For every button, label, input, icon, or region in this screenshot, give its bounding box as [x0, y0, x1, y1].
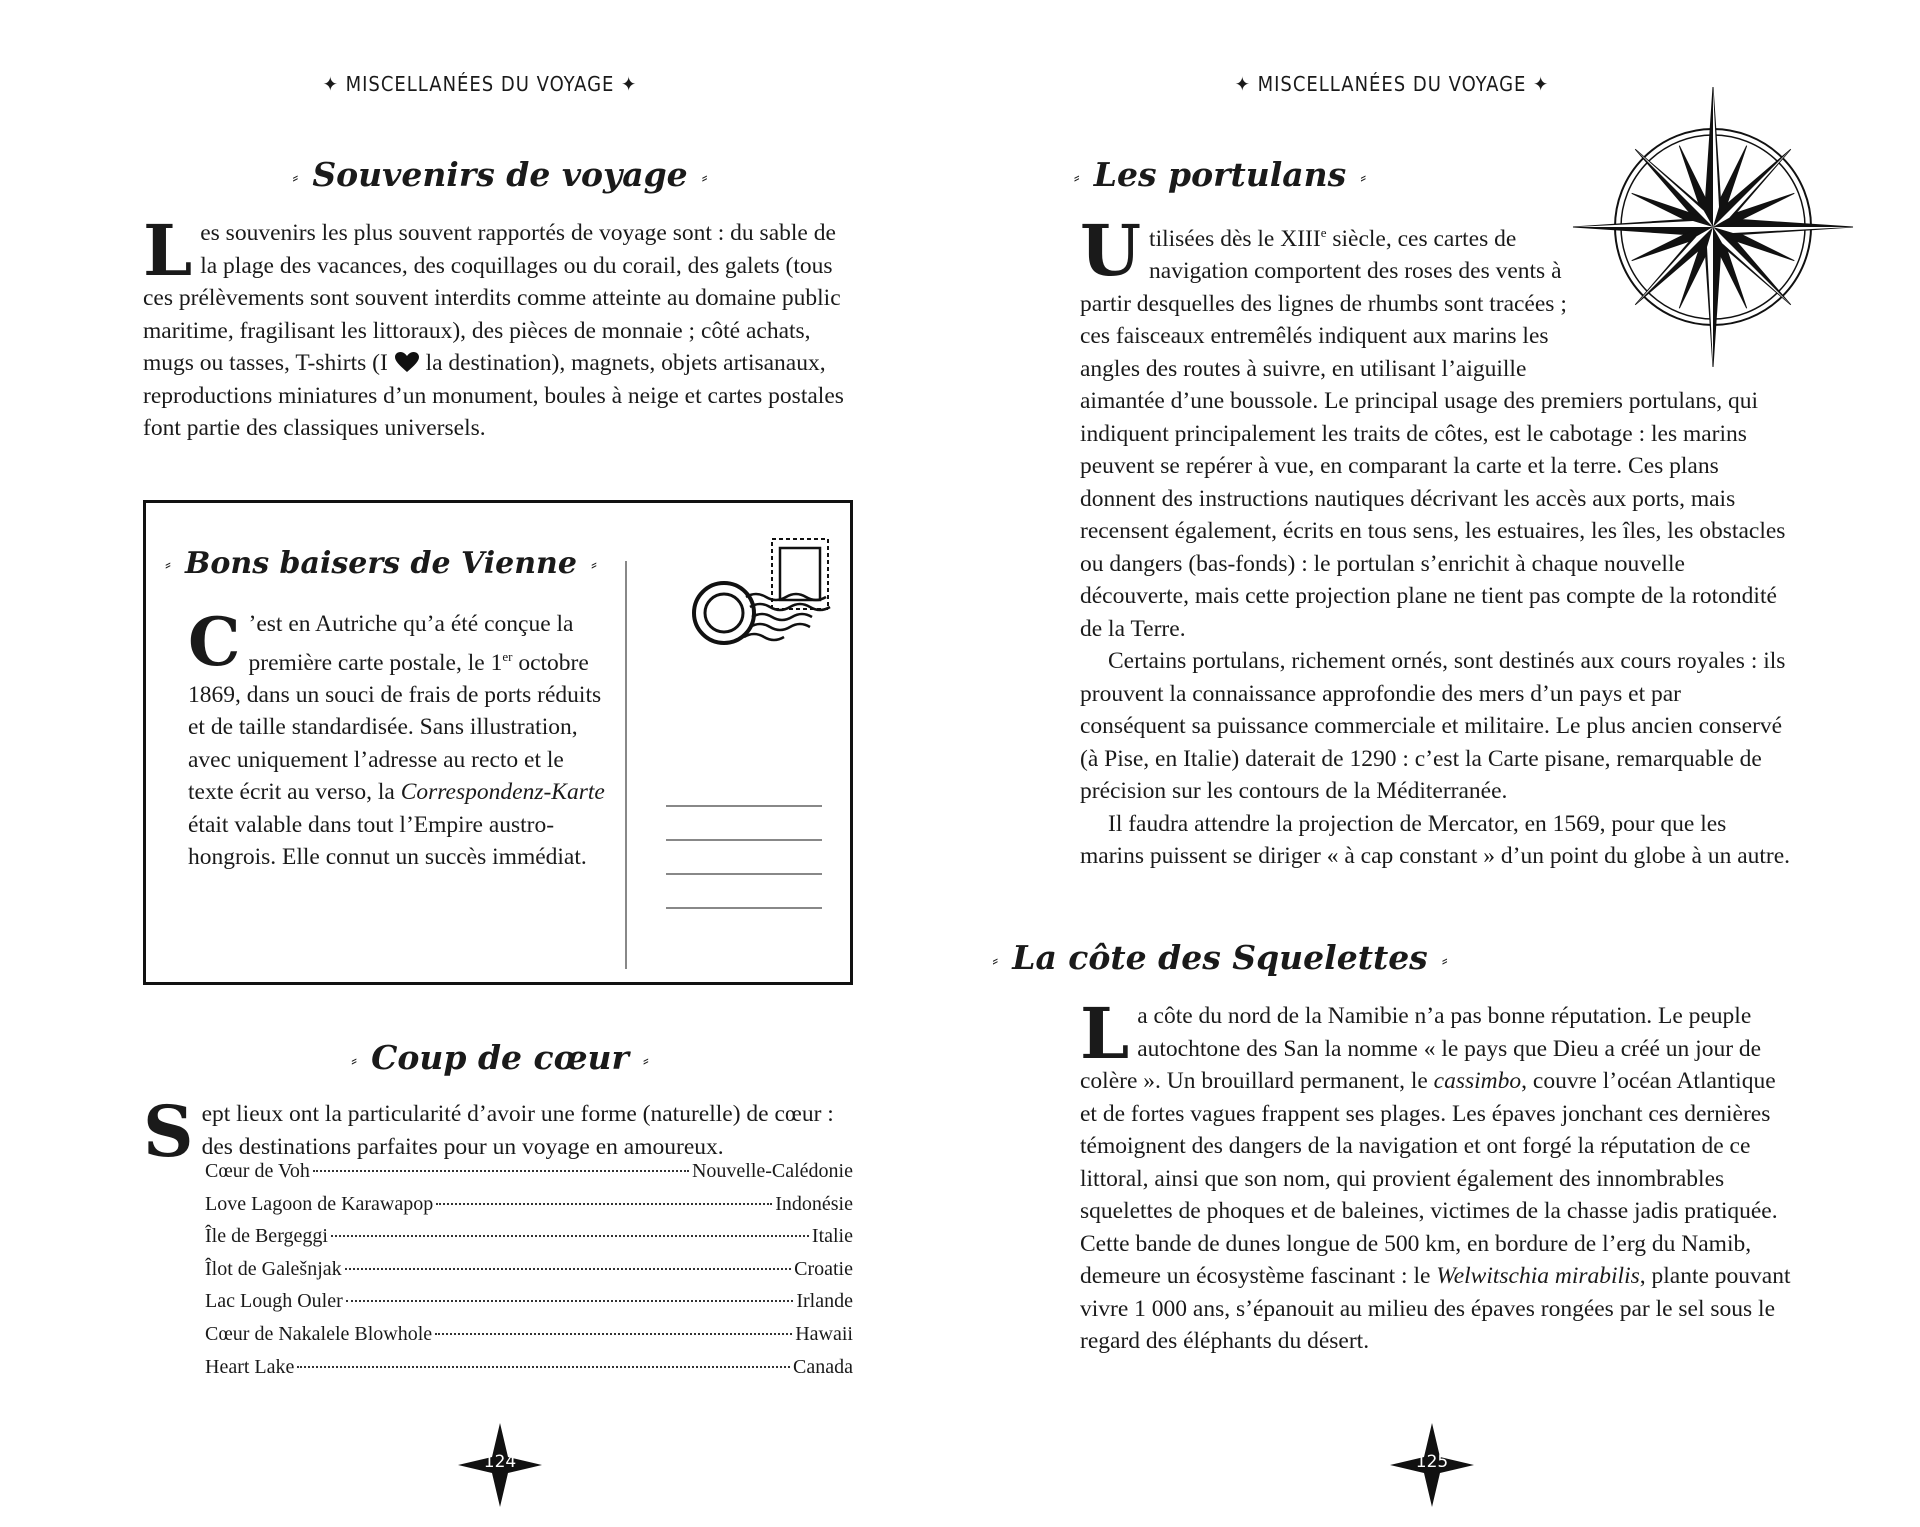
drop-cap: U [1080, 209, 1142, 292]
list-item: Cœur de Nakalele Blowhole Hawaii [205, 1322, 853, 1345]
list-item: Lac Lough Ouler Irlande [205, 1290, 853, 1313]
running-head-right: ✦ MISCELLANÉES DU VOYAGE ✦ [1234, 72, 1550, 96]
right-page [960, 0, 1920, 1527]
address-line [666, 805, 822, 807]
title-portulans: ⸗ Les portulans ⸗ [1073, 155, 1367, 194]
title-squelettes: ⸗ La côte des Squelettes ⸗ [992, 938, 1448, 977]
title-vienne: ⸗ Bons baisers de Vienne ⸗ [165, 546, 597, 581]
list-item: Île de Bergeggi Italie [205, 1225, 853, 1248]
stamp-postmark-icon [684, 535, 834, 655]
address-line [666, 873, 822, 875]
drop-cap: L [143, 209, 193, 292]
heart-icon [394, 351, 420, 373]
souvenirs-paragraph: L es souvenirs les plus souvent rapportés de voyage sont : du sable de la plage des vacances, des coquillages ou du corail, des galets (tous ces prélèvements sont souvent interdits comme atteinte au domaine public maritime, fragilisant les littoraux), des pièces de monnaie ; côté achats, mugs ou tasses, T-shirts (I la destination), magnets, objets artisanaux, reproductions miniatures d’un monument, boules à neige et cartes postales font partie des classiques universels. [143, 209, 844, 441]
portulans-paragraph: U tilisées dès le XIIIe siècle, ces cartes de navigation comportent des roses des vents à partir desquelles des lignes de rhumbs sont tracées ; ces faisceaux entremêlés indiquent aux marins les angles des routes à suivre, en utilisant l’aiguille aimantée d’une boussole. Le principal usage des premiers portulans, qui indiquent principalement les traits de côtes, est le cabotage : les marins peuvent se repérer à vue, en comparant la carte et la terre. Ces plans donnent des instructions nautiques décrivant les accès aux ports, mais recensent également, écrits en tous sens, les estuaires, les îles, les obstacles ou dangers (bas-fonds) : le portulan s’enrichit à chaque nouvelle découverte, mais cette projection plane ne tient pas compte de la rotondité de la Terre. Certains portulans, richement ornés, sont destinés aux cours royales : ils prouvent la connaissance approfondie des mers d’un pays et par conséquent sa puissance commerciale et militaire. Le plus ancien conservé (à Pise, en Italie) daterait de 1290 : c’est la Carte pisane, remarquable de précision sur les contours de la Méditerranée. Il faudra attendre la projection de Mercator, en 1569, pour que les marins puissent se diriger « à cap constant » d’un point du globe à un autre. [1080, 209, 1791, 870]
title-souvenirs: ⸗ Souvenirs de voyage ⸗ [292, 155, 708, 194]
heart-places-list [205, 1160, 853, 1388]
list-item: Heart Lake Canada [205, 1355, 853, 1378]
squelettes-paragraph: L a côte du nord de la Namibie n’a pas bonne réputation. Le peuple autochtone des San la nomme « le pays que Dieu a créé un jour de colère ». Un brouillard permanent, le cassimbo, couvre l’océan Atlantique et de fortes vagues frappent ses plages. Les épaves jonchant ces dernières témoignent des dangers de la navigation et ont forgé la réputation de ce littoral, ainsi que son nom, qui provient également des innombrables squelettes de phoques et de baleines, victimes de la chasse jadis pratiquée. Cette bande de dunes longue de 500 km, en bordure de l’erg du Namib, demeure un écosystème fascinant : le Welwitschia mirabilis, plante pouvant vivre 1 000 ans, s’épanouit au milieu des épaves rongées par le sel sous le regard des éléphants du désert. [1080, 992, 1791, 1354]
postcard-box [143, 500, 853, 985]
list-item: Cœur de Voh Nouvelle-Calédonie [205, 1160, 853, 1182]
title-coeur: ⸗ Coup de cœur ⸗ [351, 1038, 649, 1077]
drop-cap: S [143, 1090, 194, 1173]
coeur-paragraph: S ept lieux ont la particularité d’avoir une forme (naturelle) de cœur : des destinations parfaites pour un voyage en amoureux. [143, 1090, 834, 1173]
drop-cap: C [188, 603, 241, 681]
running-head-left: ✦ MISCELLANÉES DU VOYAGE ✦ [322, 72, 638, 96]
list-item: Love Lagoon de Karawapop Indonésie [205, 1192, 853, 1215]
page-number-left: 124 [458, 1423, 542, 1507]
page-number-right: 125 [1390, 1423, 1474, 1507]
address-line [666, 907, 822, 909]
address-line [666, 839, 822, 841]
list-item: Îlot de Galešnjak Croatie [205, 1257, 853, 1280]
vienne-paragraph: C ’est en Autriche qu’a été conçue la première carte postale, le 1er octobre 1869, dans un souci de frais de ports réduits et de taille standardisée. Sans illustration, avec uniquement l’adresse au recto et le texte écrit au verso, la Correspondenz-Karte était valable dans tout l’Empire austro-hongrois. Elle connut un succès immédiat. [188, 603, 605, 871]
drop-cap: L [1080, 992, 1130, 1075]
postcard-divider [625, 561, 627, 969]
